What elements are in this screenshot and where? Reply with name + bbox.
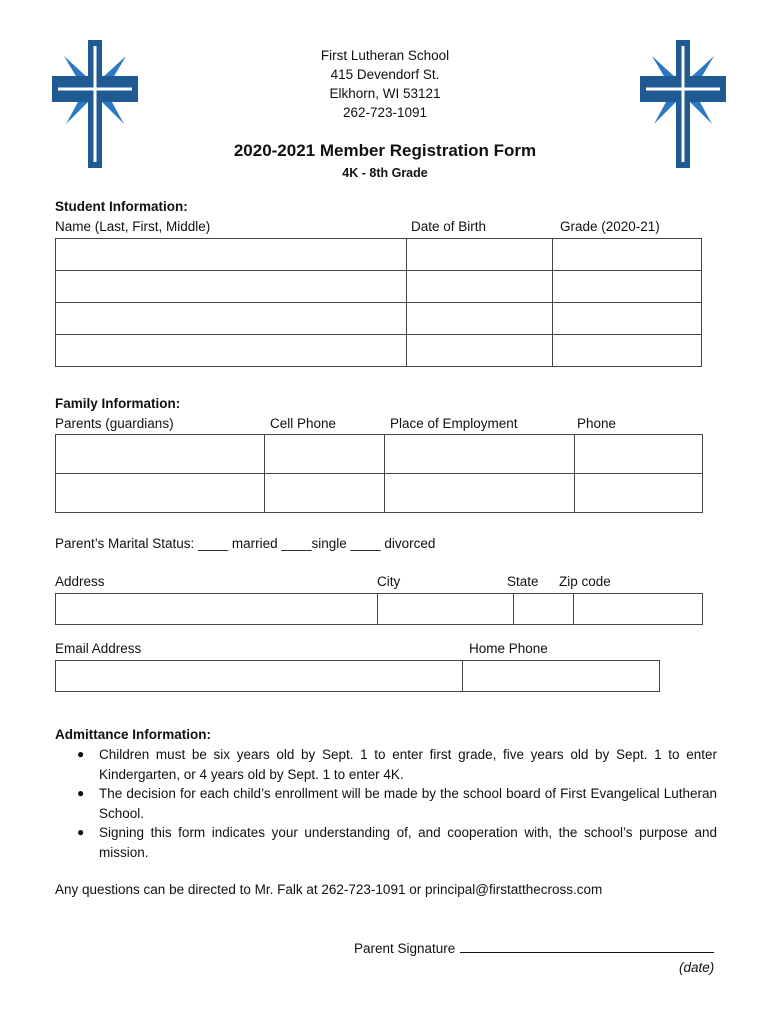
student-grade-cell[interactable] — [553, 271, 702, 303]
admittance-heading: Admittance Information: — [55, 727, 212, 742]
email-field[interactable] — [56, 661, 463, 692]
student-grade-cell[interactable] — [553, 335, 702, 367]
contact-table — [55, 660, 660, 692]
table-row — [56, 239, 702, 271]
marital-married: married — [231, 536, 278, 551]
city-field[interactable] — [378, 594, 514, 625]
student-name-cell[interactable] — [56, 271, 407, 303]
address-label: Address — [55, 574, 105, 589]
state-label: State — [507, 574, 539, 589]
family-parent-cell[interactable] — [56, 435, 265, 474]
table-row — [56, 435, 703, 474]
student-table — [55, 238, 702, 367]
admittance-bullet-text: Children must be six years old by Sept. 1 to enter first grade, five years old by Sept. 1 to enter Kindergarten, or 4 years old by Sept. 1 to enter 4K. — [99, 747, 717, 782]
family-heading: Family Information: — [55, 396, 181, 411]
form-title: 2020-2021 Member Registration Form — [233, 141, 537, 160]
family-parent-cell[interactable] — [56, 474, 265, 513]
student-dob-label: Date of Birth — [411, 219, 487, 234]
marital-single: single — [311, 536, 347, 551]
signature-line[interactable] — [460, 940, 714, 953]
student-grade-cell[interactable] — [553, 303, 702, 335]
school-street: 415 Devendorf St. — [330, 67, 440, 82]
zip-field[interactable] — [574, 594, 703, 625]
school-city: Elkhorn, WI 53121 — [329, 86, 441, 101]
table-row — [56, 594, 703, 625]
list-item — [55, 745, 717, 784]
zip-label: Zip code — [559, 574, 611, 589]
family-employment-cell[interactable] — [385, 435, 575, 474]
student-dob-cell[interactable] — [407, 271, 553, 303]
family-cell-phone-cell[interactable] — [265, 474, 385, 513]
school-name: First Lutheran School — [320, 48, 450, 63]
student-dob-cell[interactable] — [407, 239, 553, 271]
address-field[interactable] — [56, 594, 378, 625]
table-row — [56, 335, 702, 367]
family-employment-cell[interactable] — [385, 474, 575, 513]
marital-divorced: divorced — [384, 536, 436, 551]
home-phone-field[interactable] — [463, 661, 660, 692]
form-subtitle: 4K - 8th Grade — [342, 166, 428, 180]
admittance-bullet-text: Signing this form indicates your understanding of, and cooperation with, the school’s purpose and mission. — [99, 825, 717, 860]
marital-married-blank[interactable]: ____ — [198, 536, 229, 551]
bullet-icon: ● — [77, 747, 85, 761]
student-dob-cell[interactable] — [407, 335, 553, 367]
marital-single-blank[interactable]: ____ — [281, 536, 312, 551]
family-parents-label: Parents (guardians) — [55, 416, 174, 431]
student-grade-label: Grade (2020-21) — [560, 219, 660, 234]
family-phone-cell[interactable] — [575, 435, 703, 474]
student-name-cell[interactable] — [56, 303, 407, 335]
table-row — [56, 303, 702, 335]
home-phone-label: Home Phone — [469, 641, 548, 656]
family-employment-label: Place of Employment — [390, 416, 518, 431]
table-row — [56, 474, 703, 513]
questions-text: Any questions can be directed to Mr. Falk at 262-723-1091 or principal@firstatthecross.com — [55, 882, 603, 897]
state-field[interactable] — [514, 594, 574, 625]
marital-divorced-blank[interactable]: ____ — [350, 536, 381, 551]
student-name-label: Name (Last, First, Middle) — [55, 219, 211, 234]
school-phone: 262-723-1091 — [342, 105, 428, 120]
family-cell-phone-cell[interactable] — [265, 435, 385, 474]
address-table — [55, 593, 703, 625]
family-table — [55, 434, 703, 513]
student-name-cell[interactable] — [56, 239, 407, 271]
table-row — [56, 271, 702, 303]
family-cell-label: Cell Phone — [270, 416, 337, 431]
student-grade-cell[interactable] — [553, 239, 702, 271]
bullet-icon: ● — [77, 825, 85, 840]
student-heading: Student Information: — [55, 199, 188, 214]
marital-status — [55, 536, 435, 551]
family-phone-cell[interactable] — [575, 474, 703, 513]
signature-row — [354, 940, 714, 956]
marital-label: Parent’s Marital Status: — [55, 536, 195, 551]
list-item — [55, 784, 717, 823]
family-phone-label: Phone — [577, 416, 617, 431]
admittance-list — [55, 745, 717, 863]
admittance-bullet-text: The decision for each child’s enrollment will be made by the school board of First Evangelical Lutheran School. — [99, 786, 717, 821]
student-name-cell[interactable] — [56, 335, 407, 367]
table-row — [56, 661, 660, 692]
date-label: (date) — [679, 960, 715, 975]
bullet-icon: ● — [77, 786, 85, 801]
list-item — [55, 823, 717, 862]
signature-label: Parent Signature — [354, 941, 456, 956]
city-label: City — [377, 574, 401, 589]
student-dob-cell[interactable] — [407, 303, 553, 335]
email-label: Email Address — [55, 641, 142, 656]
